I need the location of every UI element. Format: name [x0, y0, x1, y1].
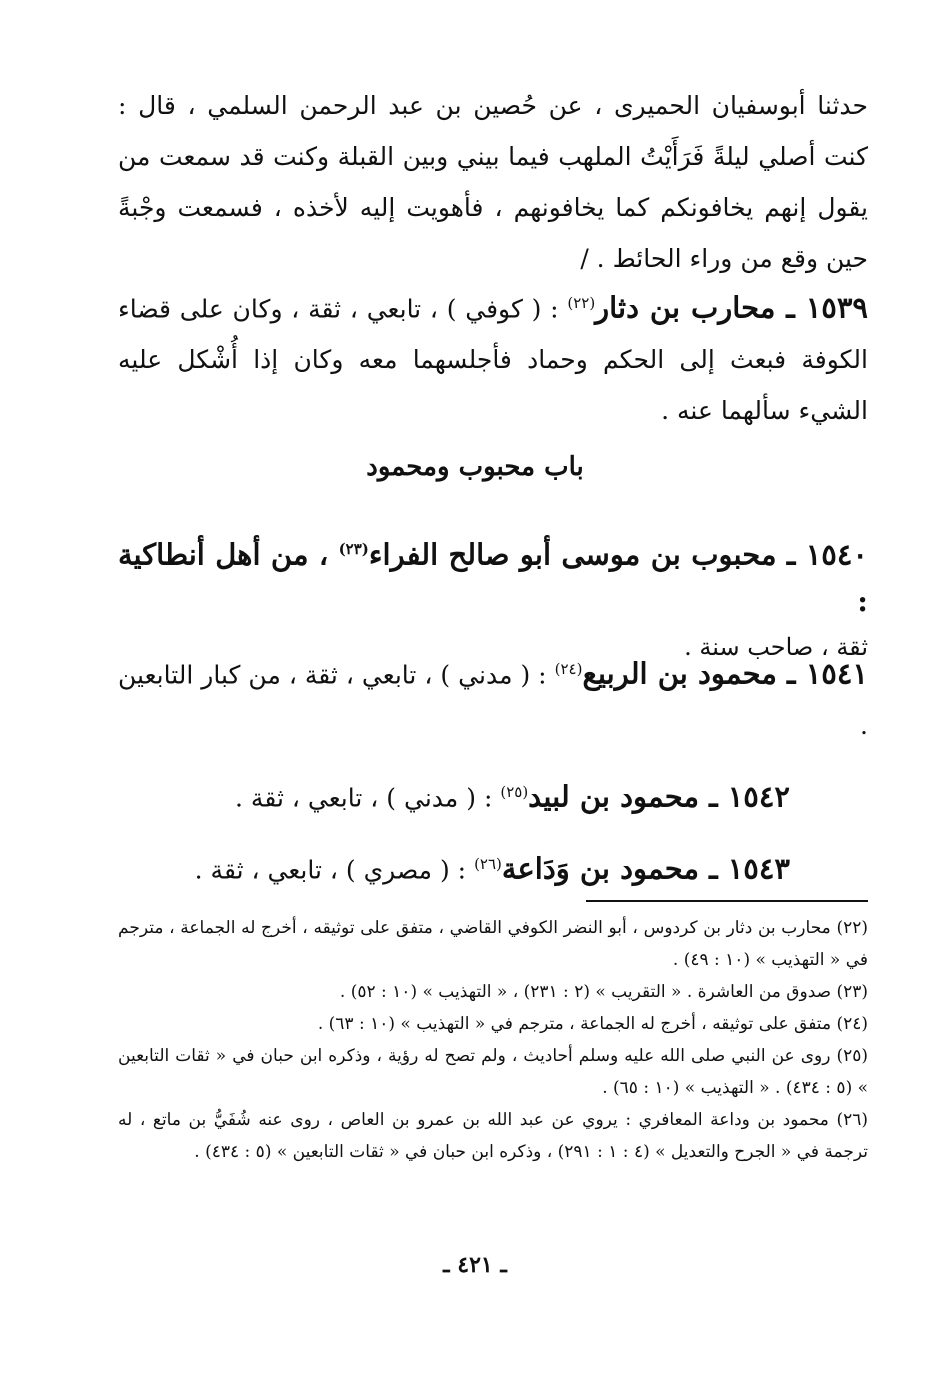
footnote-25: (٢٥) روى عن النبي صلى الله عليه وسلم أحاديث ، ولم تصح له رؤية ، وذكره ابن حبان في « ثقات التابعين » (٥ : ٤٣٤) . « التهذيب » (١٠ : ٦٥) .: [118, 1046, 868, 1098]
entry-1539: [118, 278, 868, 436]
footnote-ref-23: (٢٣): [338, 540, 369, 558]
footnote-ref-26: (٢٦): [474, 855, 502, 873]
entry-1539-text: : ( كوفي ) ، تابعي ، ثقة ، وكان على قضاء الكوفة فبعث إلى الحكم وحماد فأجلسهما معه وكان إذا أُشْكل عليه الشيء سألهما عنه .: [118, 294, 868, 426]
footnote-23: (٢٣) صدوق من العاشرة . « التقريب » (٢ : ٢٣١) ، « التهذيب » (١٠ : ٥٢) .: [339, 982, 868, 1002]
page-number: ـ ٤٢١ ـ: [443, 1252, 507, 1278]
entry-1541-text: : ( مدني ) ، تابعي ، ثقة ، من كبار التابعين .: [118, 660, 868, 741]
footnote-ref-24: (٢٤): [554, 660, 583, 678]
entry-1542: [118, 767, 790, 823]
entry-1540-headline: [118, 526, 868, 624]
entry-1541-name: ١٥٤١ ـ محمود بن الربيع: [582, 656, 868, 691]
entry-1540-name: ١٥٤٠ ـ محبوب بن موسى أبو صالح الفراء: [368, 537, 868, 572]
footnotes: [118, 912, 868, 1168]
entry-1540-origin: ، من أهل أنطاكية :: [118, 537, 868, 618]
entry-1540-text: ثقة ، صاحب سنة .: [684, 632, 868, 661]
footnote-24: (٢٤) متفق على توثيقه ، أخرج له الجماعة ، مترجم في « التهذيب » (١٠ : ٦٣) .: [317, 1014, 868, 1034]
entry-1543-name: ١٥٤٣ ـ محمود بن وَدَاعة: [501, 851, 790, 886]
entry-1541: [118, 644, 868, 751]
entry-1542-text: : ( مدني ) ، تابعي ، ثقة .: [235, 783, 501, 813]
entry-1543-text: : ( مصري ) ، تابعي ، ثقة .: [194, 855, 475, 885]
footnote-separator: [586, 900, 868, 902]
entry-continuation: [118, 80, 868, 284]
entry-1542-name: ١٥٤٢ ـ محمود بن لبيد: [528, 779, 790, 814]
footnote-ref-22: (٢٢): [567, 294, 596, 312]
entry-1539-name: ١٥٣٩ ـ محارب بن دثار: [595, 290, 868, 325]
section-heading: باب محبوب ومحمود: [366, 452, 584, 482]
footnote-ref-25: (٢٥): [500, 783, 529, 801]
footnote-22: (٢٢) محارب بن دثار بن كردوس ، أبو النضر الكوفي القاضي ، متفق على توثيقه ، أخرج له الجماعة ، مترجم في « التهذيب » (١٠ : ٤٩) .: [118, 918, 868, 970]
entry-1543: [118, 839, 790, 895]
entry-continuation-text: حدثنا أبوسفيان الحميرى ، عن حُصين بن عبد الرحمن السلمي ، قال : كنت أصلي ليلةً فَرَأَيْتُ الملهب فيما بيني وبين القبلة وكنت قد سمعت من يقول إنهم يخافونكم كما يخافونهم ، فأهويت إليه لأخذه ، فسمعت وجْبةً حين وقع من وراء الحائط . /: [118, 91, 868, 273]
footnote-26: (٢٦) محمود بن وداعة المعافري : يروي عن عبد الله بن عمرو بن العاص ، روى عنه شُفَيُّ بن ماتع ، له ترجمة في « الجرح والتعديل » (٤ : ١ : ٢٩١) ، وذكره ابن حبان في « ثقات التابعين » (٥ : ٤٣٤) .: [118, 1110, 868, 1162]
